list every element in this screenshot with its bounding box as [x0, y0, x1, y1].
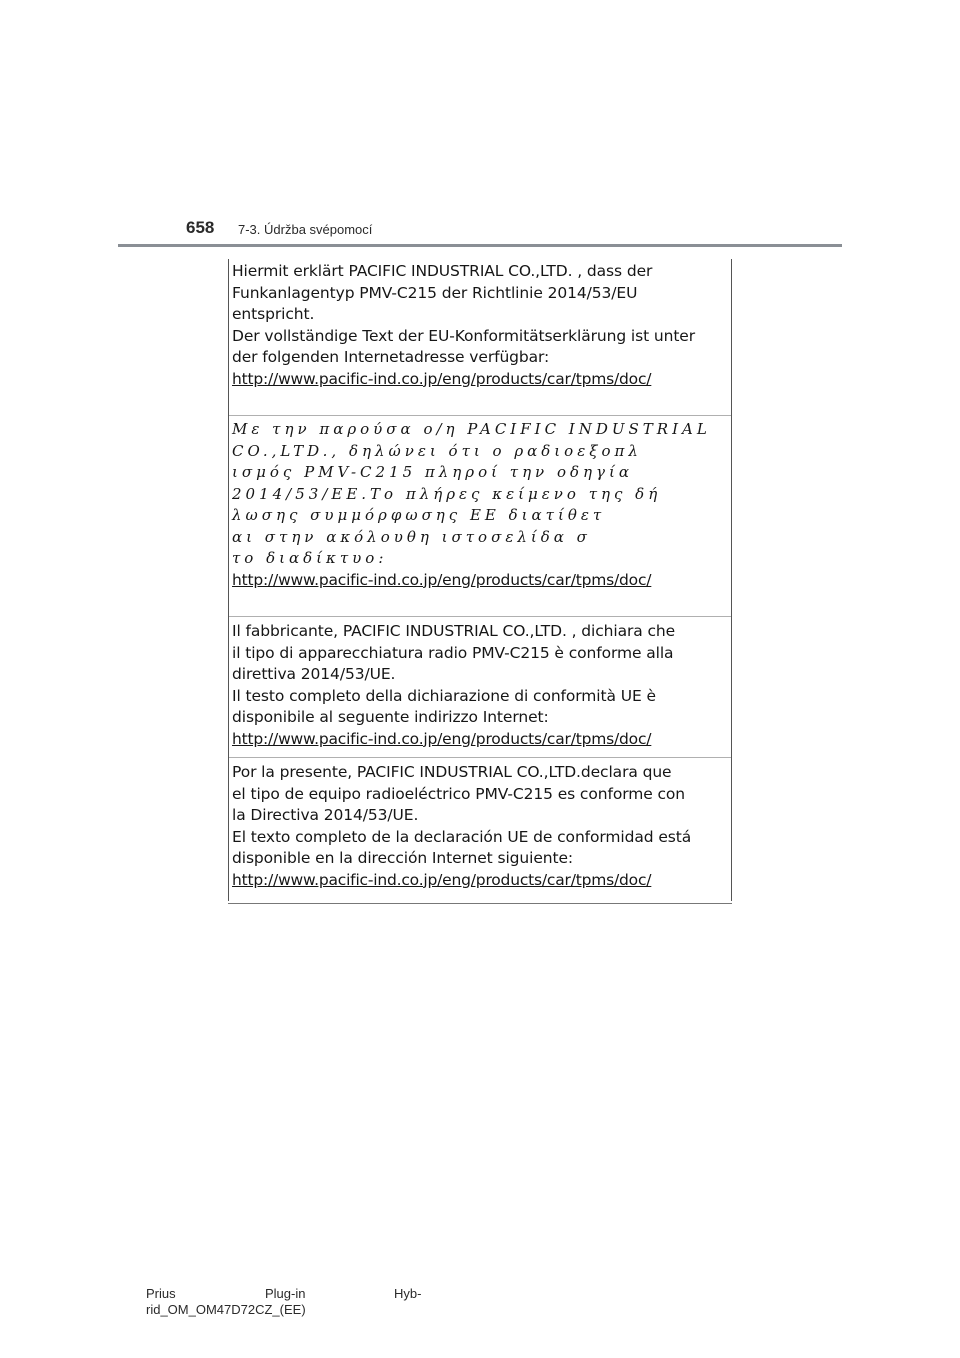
declaration-line: Il fabbricante, PACIFIC INDUSTRIAL CO.,LTD. , dichiara che	[232, 622, 676, 640]
declaration-line: Por la presente, PACIFIC INDUSTRIAL CO.,LTD.declara que	[232, 763, 672, 781]
declaration-line: disponible en la dirección Internet siguiente:	[232, 849, 574, 867]
declaration-line: la Directiva 2014/53/UE.	[232, 806, 419, 824]
declaration-line: Il testo completo della dichiarazione di conformità UE è	[232, 686, 656, 705]
page-header	[0, 0, 960, 250]
declaration-url-link[interactable]: http://www.pacific-ind.co.jp/eng/products/car/tpms/doc/	[232, 570, 652, 589]
declaration-line: αι στην ακόλουθη ιστοσελίδα σ	[232, 527, 591, 546]
block-divider	[229, 415, 731, 416]
declaration-line: der folgenden Internetadresse verfügbar:	[232, 348, 550, 366]
declaration-line: el tipo de equipo radioeléctrico PMV-C215 es conforme con	[232, 784, 685, 803]
declaration-url-link[interactable]: http://www.pacific-ind.co.jp/eng/products/car/tpms/doc/	[232, 870, 652, 889]
footer-model-prius: Prius	[146, 1286, 176, 1301]
declaration-line: λωσης συμμόρφωσης ΕΕ διατίθετ	[232, 506, 606, 524]
declaration-line: direttiva 2014/53/UE.	[232, 665, 396, 683]
declaration-line: Der vollständige Text der EU-Konformitätserklärung ist unter	[232, 326, 696, 345]
declaration-line: 2014/53/ΕΕ.Το πλήρες κείμενο της δή	[232, 484, 662, 503]
declaration-spanish	[229, 762, 733, 891]
declaration-line: Funkanlagentyp PMV-C215 der Richtlinie 2014/53/EU	[232, 283, 638, 302]
page-number: 658	[186, 218, 215, 237]
declaration-line: Hiermit erklärt PACIFIC INDUSTRIAL CO.,LTD. , dass der	[232, 262, 653, 280]
block-divider	[229, 757, 731, 758]
declaration-line: il tipo di apparecchiatura radio PMV-C215 è conforme alla	[232, 643, 674, 662]
footer-model-plugin: Plug-in	[265, 1286, 306, 1301]
declaration-url-link[interactable]: http://www.pacific-ind.co.jp/eng/products/car/tpms/doc/	[232, 729, 652, 748]
declaration-line: το διαδίκτυο:	[232, 549, 388, 567]
declaration-line: ισμός PMV-C215 πληροί την οδηγία	[232, 463, 633, 481]
declaration-box-bottom	[228, 900, 732, 904]
declaration-line: CO.,LTD., δηλώνει ότι ο ραδιοεξοπλ	[232, 441, 642, 460]
header-divider	[118, 244, 842, 247]
declaration-line: disponibile al seguente indirizzo Internet:	[232, 708, 549, 726]
footer-document-code: rid_OM_OM47D72CZ_(EE)	[146, 1302, 306, 1317]
declaration-greek	[229, 419, 733, 591]
declaration-box	[228, 259, 732, 901]
declaration-url-link[interactable]: http://www.pacific-ind.co.jp/eng/products/car/tpms/doc/	[232, 369, 652, 388]
declaration-line: entspricht.	[232, 305, 315, 323]
declaration-italian	[229, 621, 733, 750]
footer-model-hyb: Hyb-	[394, 1286, 422, 1301]
section-title: 7-3. Údržba svépomocí	[238, 222, 373, 237]
declaration-line: Με την παρούσα ο/η PACIFIC INDUSTRIAL	[232, 420, 711, 438]
block-divider	[229, 616, 731, 617]
declaration-line: El texto completo de la declaración UE de conformidad está	[232, 827, 692, 846]
declaration-german	[229, 261, 733, 390]
